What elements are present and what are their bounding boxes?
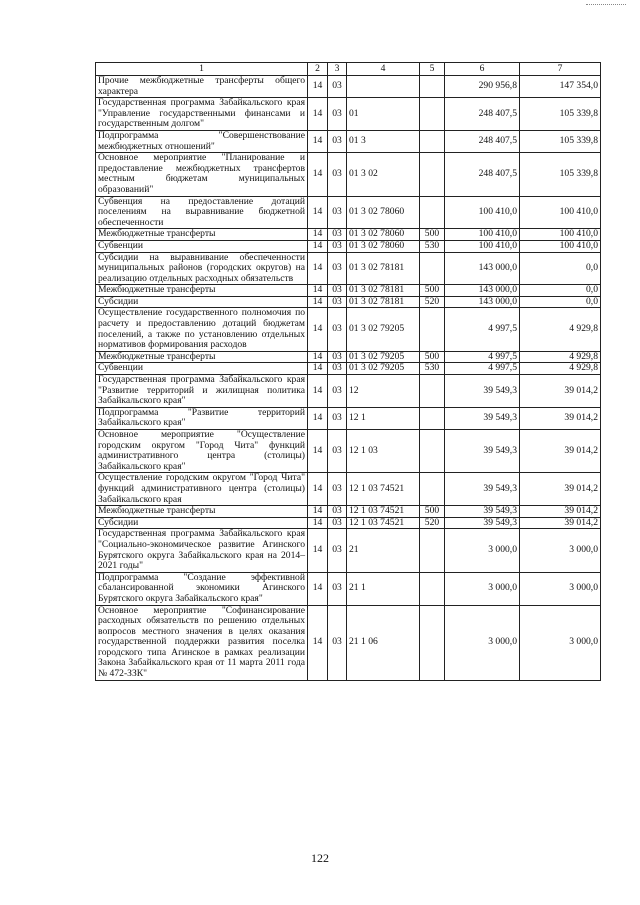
amount-year2-cell: 105 339,8 (520, 153, 601, 196)
amount-year2-cell: 105 339,8 (520, 130, 601, 152)
amount-year2-cell: 3 000,0 (520, 572, 601, 605)
header-row (96, 63, 601, 76)
chapter-cell: 14 (308, 76, 328, 98)
table-row (96, 196, 601, 229)
expense-type-cell: 520 (420, 296, 445, 308)
row-name-cell: Субсидии на выравнивание обеспеченности муниципальных районов (городских округов) на реализацию отдельных расходных обязательств (96, 252, 308, 285)
target-article-cell: 01 3 02 78181 (347, 285, 420, 297)
subsection-cell: 03 (328, 196, 347, 229)
expense-type-cell (420, 430, 445, 473)
table-body (96, 76, 601, 681)
expense-type-cell: 500 (420, 285, 445, 297)
amount-year1-cell: 4 997,5 (445, 363, 520, 375)
amount-year1-cell: 3 000,0 (445, 572, 520, 605)
table-row (96, 296, 601, 308)
row-name-cell: Государственная программа Забайкальского края "Развитие территорий и жилищная политика Забайкальского края" (96, 375, 308, 408)
expense-type-cell (420, 407, 445, 429)
target-article-cell: 01 3 02 78060 (347, 240, 420, 252)
amount-year1-cell: 39 549,3 (445, 407, 520, 429)
subsection-cell: 03 (328, 363, 347, 375)
amount-year2-cell: 39 014,2 (520, 517, 601, 529)
row-name-cell: Осуществление государственного полномочия по расчету и предоставлению дотаций бюджетам поселений, а также по установлению отдельных нормативов формирования расходов (96, 308, 308, 351)
row-name-cell: Государственная программа Забайкальского края "Управление государственными финансами и государственным долгом" (96, 98, 308, 131)
target-article-cell: 01 3 02 78181 (347, 252, 420, 285)
subsection-cell: 03 (328, 430, 347, 473)
chapter-cell: 14 (308, 308, 328, 351)
amount-year2-cell: 100 410,0 (520, 196, 601, 229)
column-header: 6 (445, 63, 520, 76)
row-name-cell: Субсидии (96, 517, 308, 529)
amount-year1-cell: 248 407,5 (445, 98, 520, 131)
chapter-cell: 14 (308, 252, 328, 285)
target-article-cell: 12 1 (347, 407, 420, 429)
table-row (96, 375, 601, 408)
target-article-cell: 01 3 02 (347, 153, 420, 196)
subsection-cell: 03 (328, 506, 347, 518)
amount-year1-cell: 39 549,3 (445, 506, 520, 518)
column-header: 2 (308, 63, 328, 76)
amount-year2-cell: 0,0 (520, 296, 601, 308)
amount-year1-cell: 39 549,3 (445, 517, 520, 529)
expense-type-cell (420, 76, 445, 98)
row-name-cell: Субвенции (96, 363, 308, 375)
row-name-cell: Государственная программа Забайкальского края "Социально-экономическое развитие Агинского Бурятского округа Забайкальского края на 2014–2021 годы" (96, 529, 308, 572)
target-article-cell: 12 1 03 (347, 430, 420, 473)
expense-type-cell (420, 605, 445, 680)
target-article-cell: 12 1 03 74521 (347, 506, 420, 518)
expense-type-cell (420, 375, 445, 408)
subsection-cell: 03 (328, 252, 347, 285)
row-name-cell: Субсидии (96, 296, 308, 308)
target-article-cell: 01 3 02 78060 (347, 196, 420, 229)
subsection-cell: 03 (328, 308, 347, 351)
amount-year1-cell: 4 997,5 (445, 308, 520, 351)
target-article-cell: 01 3 02 79205 (347, 308, 420, 351)
chapter-cell: 14 (308, 363, 328, 375)
scan-corner-mark (586, 4, 626, 6)
amount-year1-cell: 100 410,0 (445, 229, 520, 241)
column-header: 7 (520, 63, 601, 76)
chapter-cell: 14 (308, 506, 328, 518)
table-row (96, 98, 601, 131)
amount-year1-cell: 248 407,5 (445, 130, 520, 152)
subsection-cell: 03 (328, 285, 347, 297)
amount-year1-cell: 3 000,0 (445, 529, 520, 572)
expense-type-cell (420, 529, 445, 572)
amount-year1-cell: 39 549,3 (445, 430, 520, 473)
chapter-cell: 14 (308, 196, 328, 229)
chapter-cell: 14 (308, 296, 328, 308)
amount-year2-cell: 0,0 (520, 285, 601, 297)
target-article-cell: 01 3 02 79205 (347, 363, 420, 375)
amount-year2-cell: 0,0 (520, 252, 601, 285)
chapter-cell: 14 (308, 351, 328, 363)
chapter-cell: 14 (308, 473, 328, 506)
table-row (96, 605, 601, 680)
column-header: 5 (420, 63, 445, 76)
amount-year2-cell: 147 354,0 (520, 76, 601, 98)
amount-year2-cell: 3 000,0 (520, 605, 601, 680)
expense-type-cell (420, 308, 445, 351)
subsection-cell: 03 (328, 605, 347, 680)
expense-type-cell (420, 473, 445, 506)
expense-type-cell (420, 130, 445, 152)
row-name-cell: Субвенция на предоставление дотаций поселениям на выравнивание бюджетной обеспеченности (96, 196, 308, 229)
amount-year2-cell: 100 410,0 (520, 240, 601, 252)
expense-type-cell: 520 (420, 517, 445, 529)
expense-type-cell: 500 (420, 506, 445, 518)
row-name-cell: Субвенции (96, 240, 308, 252)
row-name-cell: Межбюджетные трансферты (96, 506, 308, 518)
table-row (96, 76, 601, 98)
amount-year2-cell: 39 014,2 (520, 473, 601, 506)
amount-year2-cell: 100 410,0 (520, 229, 601, 241)
amount-year2-cell: 39 014,2 (520, 407, 601, 429)
amount-year1-cell: 39 549,3 (445, 473, 520, 506)
target-article-cell: 01 3 02 78060 (347, 229, 420, 241)
amount-year1-cell: 100 410,0 (445, 196, 520, 229)
row-name-cell: Подпрограмма "Развитие территорий Забайкальского края" (96, 407, 308, 429)
table-row (96, 130, 601, 152)
target-article-cell: 21 1 06 (347, 605, 420, 680)
expense-type-cell (420, 252, 445, 285)
target-article-cell (347, 76, 420, 98)
target-article-cell: 12 1 03 74521 (347, 473, 420, 506)
amount-year2-cell: 4 929,8 (520, 308, 601, 351)
budget-table (95, 62, 601, 681)
expense-type-cell: 500 (420, 351, 445, 363)
table-row (96, 473, 601, 506)
column-header: 3 (328, 63, 347, 76)
amount-year1-cell: 3 000,0 (445, 605, 520, 680)
row-name-cell: Осуществление городским округом "Город Чита" функций административного центра (столицы) Забайкальского края (96, 473, 308, 506)
table-row (96, 363, 601, 375)
table-row (96, 407, 601, 429)
expense-type-cell (420, 98, 445, 131)
target-article-cell: 12 (347, 375, 420, 408)
chapter-cell: 14 (308, 407, 328, 429)
amount-year2-cell: 39 014,2 (520, 430, 601, 473)
amount-year2-cell: 105 339,8 (520, 98, 601, 131)
subsection-cell: 03 (328, 473, 347, 506)
expense-type-cell (420, 153, 445, 196)
row-name-cell: Основное мероприятие "Осуществление городским округом "Город Чита" функций административного центра (столицы) Забайкальского края" (96, 430, 308, 473)
chapter-cell: 14 (308, 229, 328, 241)
subsection-cell: 03 (328, 229, 347, 241)
chapter-cell: 14 (308, 529, 328, 572)
target-article-cell: 01 3 02 79205 (347, 351, 420, 363)
expense-type-cell (420, 572, 445, 605)
table-row (96, 229, 601, 241)
amount-year1-cell: 100 410,0 (445, 240, 520, 252)
subsection-cell: 03 (328, 98, 347, 131)
subsection-cell: 03 (328, 351, 347, 363)
row-name-cell: Межбюджетные трансферты (96, 285, 308, 297)
subsection-cell: 03 (328, 153, 347, 196)
table-row (96, 572, 601, 605)
chapter-cell: 14 (308, 130, 328, 152)
chapter-cell: 14 (308, 430, 328, 473)
subsection-cell: 03 (328, 240, 347, 252)
amount-year2-cell: 3 000,0 (520, 529, 601, 572)
subsection-cell: 03 (328, 407, 347, 429)
table-row (96, 430, 601, 473)
amount-year1-cell: 4 997,5 (445, 351, 520, 363)
expense-type-cell: 500 (420, 229, 445, 241)
column-header: 1 (96, 63, 308, 76)
subsection-cell: 03 (328, 130, 347, 152)
row-name-cell: Межбюджетные трансферты (96, 351, 308, 363)
target-article-cell: 21 1 (347, 572, 420, 605)
target-article-cell: 12 1 03 74521 (347, 517, 420, 529)
expense-type-cell (420, 196, 445, 229)
chapter-cell: 14 (308, 98, 328, 131)
amount-year1-cell: 248 407,5 (445, 153, 520, 196)
table-row (96, 285, 601, 297)
row-name-cell: Основное мероприятие "Софинансирование расходных обязательств по решению отдельных вопросов местного значения в целях оказания государственной поддержки развития поселка городского типа Агинское в рамках реализации Закона Забайкальского края от 11 марта 2011 года № 472-ЗЗК" (96, 605, 308, 680)
amount-year1-cell: 39 549,3 (445, 375, 520, 408)
table-row (96, 153, 601, 196)
amount-year2-cell: 39 014,2 (520, 375, 601, 408)
chapter-cell: 14 (308, 153, 328, 196)
row-name-cell: Прочие межбюджетные трансферты общего характера (96, 76, 308, 98)
row-name-cell: Подпрограмма "Создание эффективной сбалансированной экономики Агинского Бурятского округа Забайкальского края" (96, 572, 308, 605)
table-row (96, 517, 601, 529)
chapter-cell: 14 (308, 375, 328, 408)
target-article-cell: 01 (347, 98, 420, 131)
page-number: 122 (311, 851, 329, 865)
subsection-cell: 03 (328, 572, 347, 605)
column-header: 4 (347, 63, 420, 76)
chapter-cell: 14 (308, 572, 328, 605)
amount-year1-cell: 290 956,8 (445, 76, 520, 98)
table-row (96, 240, 601, 252)
row-name-cell: Подпрограмма "Совершенствование межбюджетных отношений" (96, 130, 308, 152)
amount-year2-cell: 39 014,2 (520, 506, 601, 518)
chapter-cell: 14 (308, 285, 328, 297)
target-article-cell: 01 3 (347, 130, 420, 152)
subsection-cell: 03 (328, 296, 347, 308)
amount-year1-cell: 143 000,0 (445, 252, 520, 285)
table-row (96, 308, 601, 351)
row-name-cell: Межбюджетные трансферты (96, 229, 308, 241)
table-row (96, 252, 601, 285)
chapter-cell: 14 (308, 240, 328, 252)
table-row (96, 506, 601, 518)
target-article-cell: 01 3 02 78181 (347, 296, 420, 308)
table-row (96, 351, 601, 363)
subsection-cell: 03 (328, 76, 347, 98)
amount-year2-cell: 4 929,8 (520, 351, 601, 363)
target-article-cell: 21 (347, 529, 420, 572)
amount-year2-cell: 4 929,8 (520, 363, 601, 375)
table-row (96, 529, 601, 572)
subsection-cell: 03 (328, 517, 347, 529)
row-name-cell: Основное мероприятие "Планирование и предоставление межбюджетных трансфертов местным бюджетам муниципальных образований" (96, 153, 308, 196)
expense-type-cell: 530 (420, 240, 445, 252)
chapter-cell: 14 (308, 605, 328, 680)
chapter-cell: 14 (308, 517, 328, 529)
amount-year1-cell: 143 000,0 (445, 296, 520, 308)
expense-type-cell: 530 (420, 363, 445, 375)
subsection-cell: 03 (328, 529, 347, 572)
subsection-cell: 03 (328, 375, 347, 408)
amount-year1-cell: 143 000,0 (445, 285, 520, 297)
